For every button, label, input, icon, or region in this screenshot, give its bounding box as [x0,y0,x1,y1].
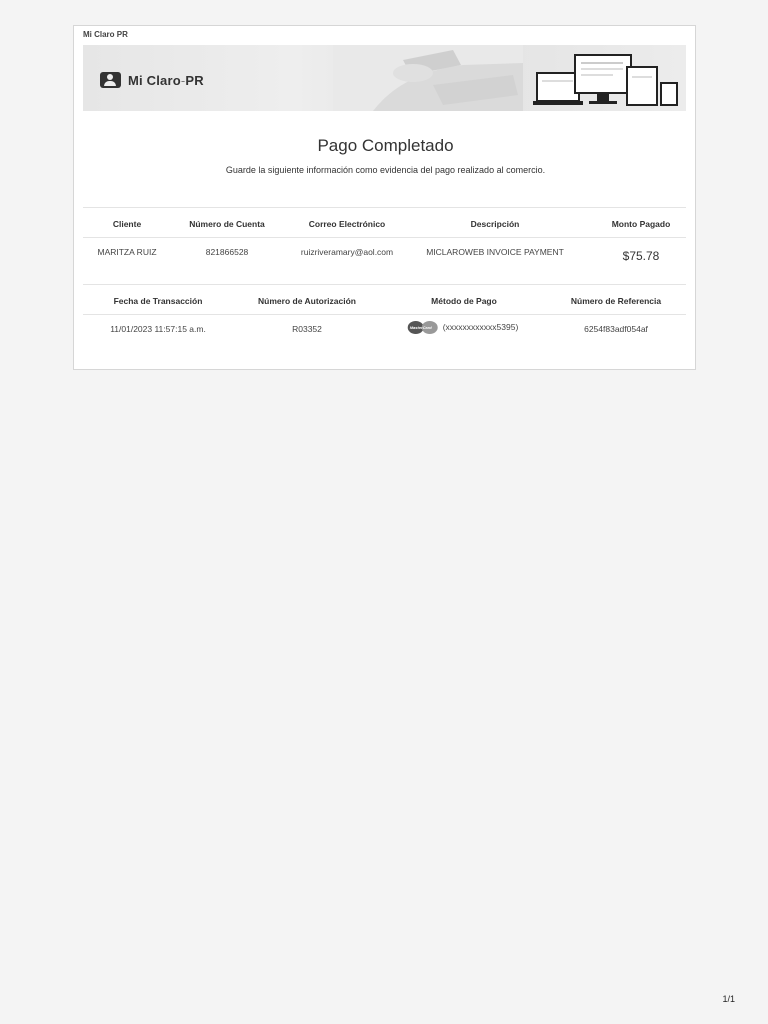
table-header-row [83,207,686,237]
cell-numero-cuenta: 821866528 [205,247,249,257]
header-descripcion: Descripción [470,219,520,229]
header-referencia: Número de Referencia [570,296,662,306]
page-number: 1/1 [722,994,735,1004]
logo-main-text: Mi Claro [128,72,181,88]
table-row [83,237,686,281]
page-subtitle: Guarde la siguiente información como evidencia del pago realizado al comercio. [225,165,546,175]
page-title: Pago Completado [317,136,454,155]
payment-details-table [83,207,686,281]
mi-claro-logo: Mi Claro-PR [100,72,204,88]
card-number-masked: (xxxxxxxxxxxx5395) [442,321,519,332]
card-title: Mi Claro PR [83,30,128,39]
user-icon [100,72,121,88]
cell-fecha: 11/01/2023 11:57:15 a.m. [110,324,206,334]
header-correo: Correo Electrónico [308,219,386,229]
cell-autorizacion: R03352 [292,324,322,334]
cell-descripcion: MICLAROWEB INVOICE PAYMENT [426,247,564,257]
header-cliente: Cliente [112,219,142,229]
cell-cliente: MARITZA RUIZ [97,247,157,257]
transaction-details-table [83,284,686,344]
cell-referencia: 6254f83adf054af [584,324,648,334]
header-fecha: Fecha de Transacción [113,296,203,306]
cell-monto: $75.78 [622,249,660,263]
mastercard-icon: MasterCard [408,321,440,334]
header-autorizacion: Número de Autorización [258,296,356,306]
header-banner [83,45,686,111]
devices-illustration-icon [533,53,683,109]
payment-receipt-card [73,25,696,370]
cell-metodo-pago [408,321,519,334]
header-monto: Monto Pagado [611,219,671,229]
cell-correo: ruizriveramary@aol.com [300,247,394,257]
logo-suffix-text: PR [185,72,204,88]
header-numero-cuenta: Número de Cuenta [189,219,265,229]
banner-photo-image [333,45,523,111]
table-header-row [83,284,686,314]
table-row [83,314,686,344]
header-metodo-pago: Método de Pago [431,296,497,306]
